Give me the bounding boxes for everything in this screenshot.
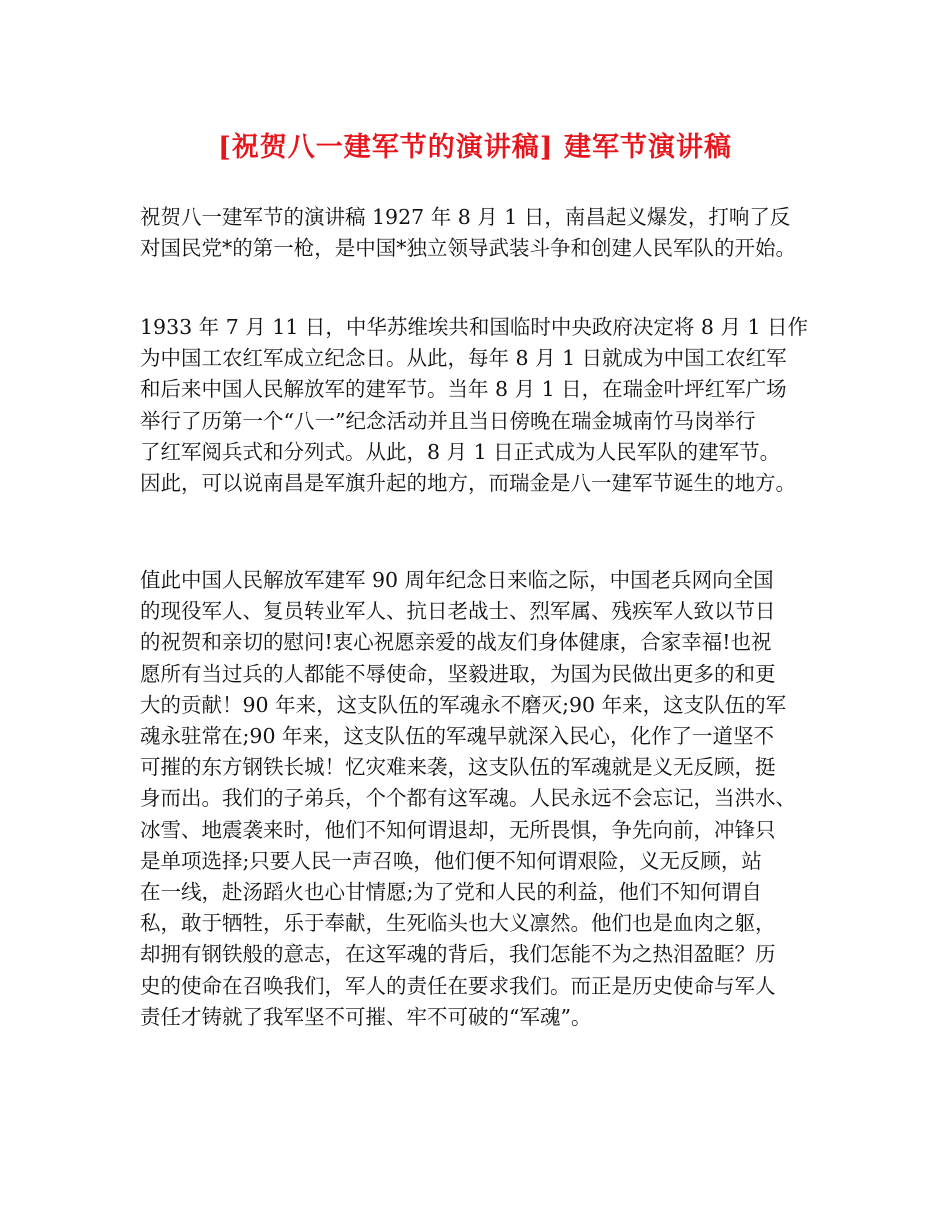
paragraph-3 xyxy=(140,565,830,1033)
paragraph-line: 魂永驻常在;90 年来，这支队伍的军魂早就深入民心，化作了一道坚不 xyxy=(140,724,775,749)
paragraph-line: 因此，可以说南昌是军旗升起的地方，而瑞金是八一建军节诞生的地方。 xyxy=(140,471,796,496)
paragraph-line: 祝贺八一建军节的演讲稿 1927 年 8 月 1 日，南昌起义爆发，打响了反 xyxy=(140,205,791,229)
paragraph-line: 的祝贺和亲切的慰问!衷心祝愿亲爱的战友们身体健康，合家幸福!也祝 xyxy=(140,630,772,655)
paragraph-line: 愿所有当过兵的人都能不辱使命，坚毅进取，为国为民做出更多的和更 xyxy=(140,661,776,686)
paragraph-line: 责任才铸就了我军坚不可摧、牢不可破的“军魂”。 xyxy=(140,1004,592,1029)
paragraph-line: 是单项选择;只要人民一声召唤，他们便不知何谓艰险，义无反顾，站 xyxy=(140,848,762,873)
paragraph-line: 对国民党*的第一枪，是中国*独立领导武装斗争和创建人民军队的开始。 xyxy=(140,236,796,261)
paragraph-line: 大的贡献！90 年来，这支队伍的军魂永不磨灭;90 年来，这支队伍的军 xyxy=(140,692,787,717)
paragraph-line: 身而出。我们的子弟兵，个个都有这军魂。人民永远不会忘记，当洪水、 xyxy=(140,786,796,811)
paragraph-line: 的现役军人、复员转业军人、抗日老战士、烈军属、残疾军人致以节日 xyxy=(140,599,776,624)
paragraph-line: 私，敢于牺牲，乐于奉献，生死临头也大义凛然。他们也是血肉之躯， xyxy=(140,911,776,936)
paragraph-line: 史的使命在召唤我们，军人的责任在要求我们。而正是历史使命与军人 xyxy=(140,973,776,998)
paragraph-line: 值此中国人民解放军建军 90 周年纪念日来临之际，中国老兵网向全国 xyxy=(140,568,774,592)
paragraph-line: 在一线，赴汤蹈火也心甘情愿;为了党和人民的利益，他们不知何谓自 xyxy=(140,880,762,905)
paragraph-line: 1933 年 7 月 11 日，中华苏维埃共和国临时中央政府决定将 8 月 1 日作 xyxy=(140,315,809,339)
paragraph-line: 了红军阅兵式和分列式。从此，8 月 1 日正式成为人民军队的建军节。 xyxy=(140,439,781,464)
paragraph-line: 可摧的东方钢铁长城！忆灾难来袭，这支队伍的军魂就是义无反顾，挺 xyxy=(140,755,776,780)
paragraph-line: 和后来中国人民解放军的建军节。当年 8 月 1 日，在瑞金叶坪红军广场 xyxy=(140,377,787,402)
paragraph-2 xyxy=(140,312,830,499)
paragraph-line: 举行了历第一个“八一”纪念活动并且当日傍晚在瑞金城南竹马岗举行 xyxy=(140,408,756,433)
document-title: [祝贺八一建军节的演讲稿] 建军节演讲稿 xyxy=(218,132,732,163)
paragraph-line: 却拥有钢铁般的意志，在这军魂的背后，我们怎能不为之热泪盈眶？历 xyxy=(140,942,776,967)
paragraph-line: 为中国工农红军成立纪念日。从此，每年 8 月 1 日就成为中国工农红军 xyxy=(140,346,787,371)
paragraph-line: 冰雪、地震袭来时，他们不知何谓退却，无所畏惧，争先向前，冲锋只 xyxy=(140,817,776,842)
paragraph-1 xyxy=(140,202,830,264)
